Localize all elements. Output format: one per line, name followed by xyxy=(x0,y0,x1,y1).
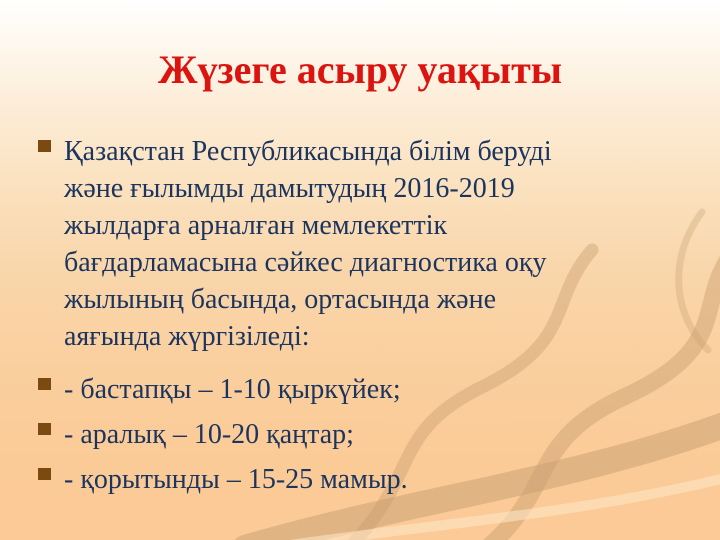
bullet-text xyxy=(64,371,638,408)
slide-title: Жүзеге асыру уақыты xyxy=(157,47,563,92)
square-bullet-icon xyxy=(38,140,51,152)
bullet-text xyxy=(64,133,638,355)
swirl-crescent xyxy=(679,212,708,350)
list-item xyxy=(38,416,638,453)
text-line: аяғында жүргізіледі: xyxy=(64,321,310,352)
text-line: - аралық – 10-20 қаңтар; xyxy=(64,419,354,450)
square-bullet-icon xyxy=(38,378,51,390)
text-line: - бастапқы – 1-10 қыркүйек; xyxy=(64,374,401,405)
list-item xyxy=(38,461,638,498)
list-item xyxy=(38,133,638,355)
text-line: және ғылымды дамытудың 2016-2019 xyxy=(64,173,515,204)
text-line: Қазақстан Республикасында білім беруді xyxy=(64,136,552,167)
square-bullet-icon xyxy=(38,468,51,480)
bullet-text xyxy=(64,461,638,498)
list-item xyxy=(38,371,638,408)
text-line: - қорытынды – 15-25 мамыр. xyxy=(64,464,408,495)
text-line: бағдарламасына сәйкес диагностика оқу xyxy=(64,247,547,278)
text-line: жылдарға арналған мемлекеттік xyxy=(64,210,448,241)
bullet-list xyxy=(38,133,638,506)
text-line: жылының басында, ортасында және xyxy=(64,284,497,315)
square-bullet-icon xyxy=(38,423,51,435)
bullet-text xyxy=(64,416,638,453)
